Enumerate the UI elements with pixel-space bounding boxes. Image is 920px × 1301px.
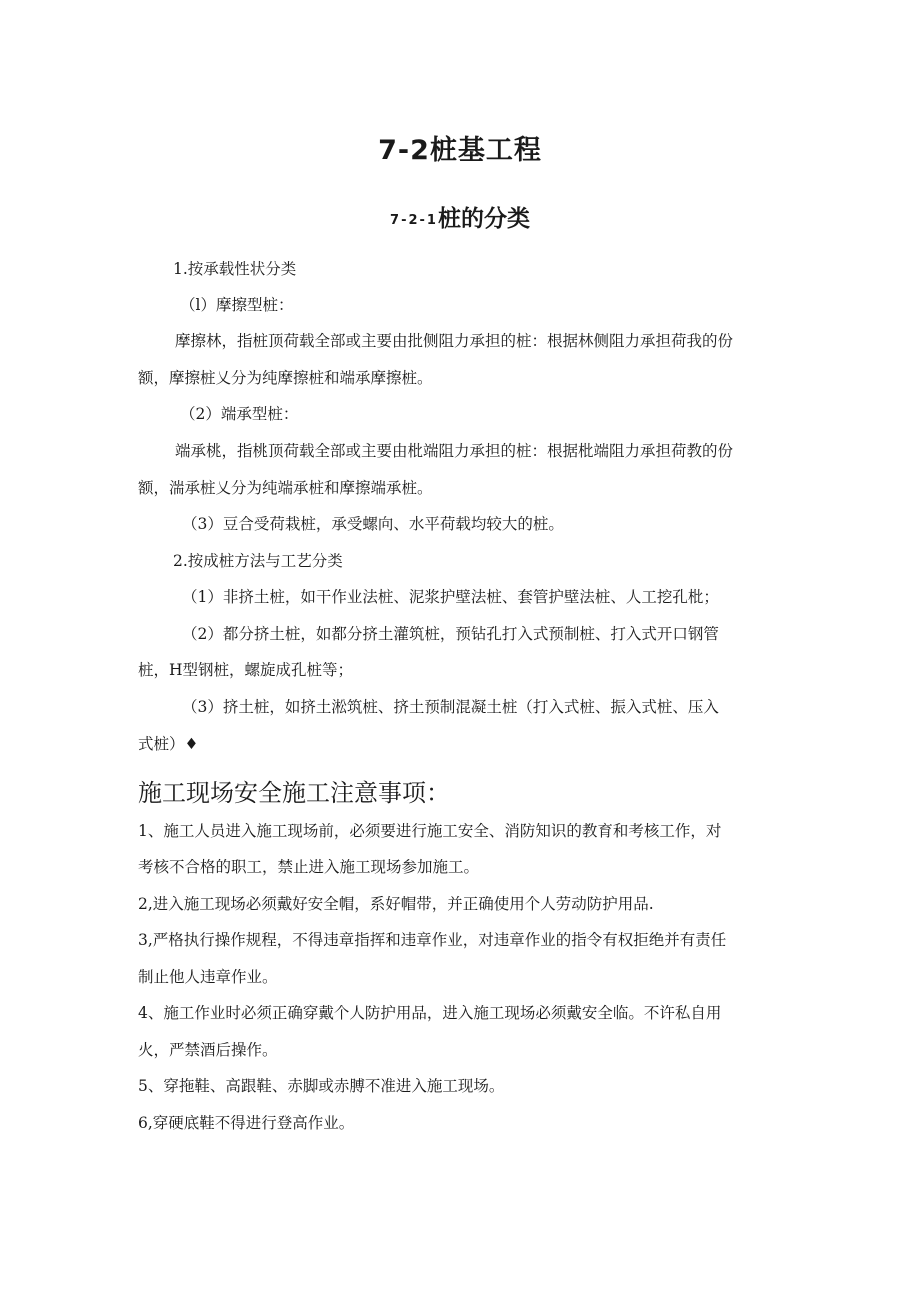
safety-line: 考核不合格的职工，禁止进入施工现场参加施工。 — [138, 858, 480, 876]
text-line: （3）豆合受荷栽桩，承受螺向、水平荷载均较大的桩。 — [182, 515, 564, 533]
subtitle-text: 桩的分类 — [437, 206, 530, 232]
text-line: 额，摩擦桩乂分为纯摩擦桩和端承摩擦桩。 — [138, 369, 433, 387]
text-line: 1.按承载性状分类 — [173, 260, 297, 278]
text-line: 摩擦林，指桩顶荷载全部或主要由批侧阻力承担的桩：根据林侧阻力承担荷我的份 — [175, 332, 734, 350]
subtitle-number: 7-2-1 — [390, 213, 438, 228]
safety-line: 1、施工人员进入施工现场前，必须要进行施工安全、消防知识的教育和考核工作，对 — [138, 822, 722, 840]
text-line: （2）都分挤土桩，如都分挤土灌筑桩，预钻孔打入式预制桩、打入式开口钢管 — [182, 625, 719, 643]
safety-line: 2,进入施工现场必须戴好安全帽，系好帽带，并正确使用个人劳动防护用品. — [138, 895, 654, 913]
page-title: 7-2桩基工程 — [378, 135, 542, 166]
section-subtitle — [0, 200, 920, 233]
text-line: （2）端承型桩： — [180, 405, 299, 423]
safety-section-title: 施工现场安全施工注意事项： — [138, 779, 450, 807]
text-line: 2.按成桩方法与工艺分类 — [173, 552, 343, 570]
text-line: （3）挤土桩，如挤土淞筑桩、挤土预制混凝土桩（打入式桩、振入式桩、压入 — [182, 698, 719, 716]
text-line: （l）摩擦型桩： — [180, 296, 294, 314]
text-line: 桩，H型钢桩，螺旋成孔桩等； — [138, 661, 354, 679]
safety-line: 3,严格执行操作规程，不得违章指挥和违章作业，对违章作业的指令有权拒绝并有责任 — [138, 931, 727, 949]
safety-line: 火，严禁酒后操作。 — [138, 1041, 278, 1059]
safety-line: 制止他人违章作业。 — [138, 968, 278, 986]
text-line: 额，湍承桩乂分为纯端承桩和摩擦端承桩。 — [138, 479, 433, 497]
safety-line: 6,穿硬底鞋不得进行登高作业。 — [138, 1114, 355, 1132]
safety-line: 5、穿拖鞋、高跟鞋、赤脚或赤膊不准进入施工现场。 — [138, 1077, 505, 1095]
text-line: 式桩）♦ — [138, 735, 199, 753]
text-line: 端承桃，指桃顶荷载全部或主要由枇端阻力承担的桩：根据枇端阻力承担荷教的份 — [175, 442, 734, 460]
safety-line: 4、施工作业时必须正确穿戴个人防护用品，进入施工现场必须戴安全临。不许私自用 — [138, 1004, 722, 1022]
text-line: （1）非挤土桩，如干作业法桩、泥浆护壁法桩、套管护壁法桩、人工挖孔枇； — [182, 588, 719, 606]
